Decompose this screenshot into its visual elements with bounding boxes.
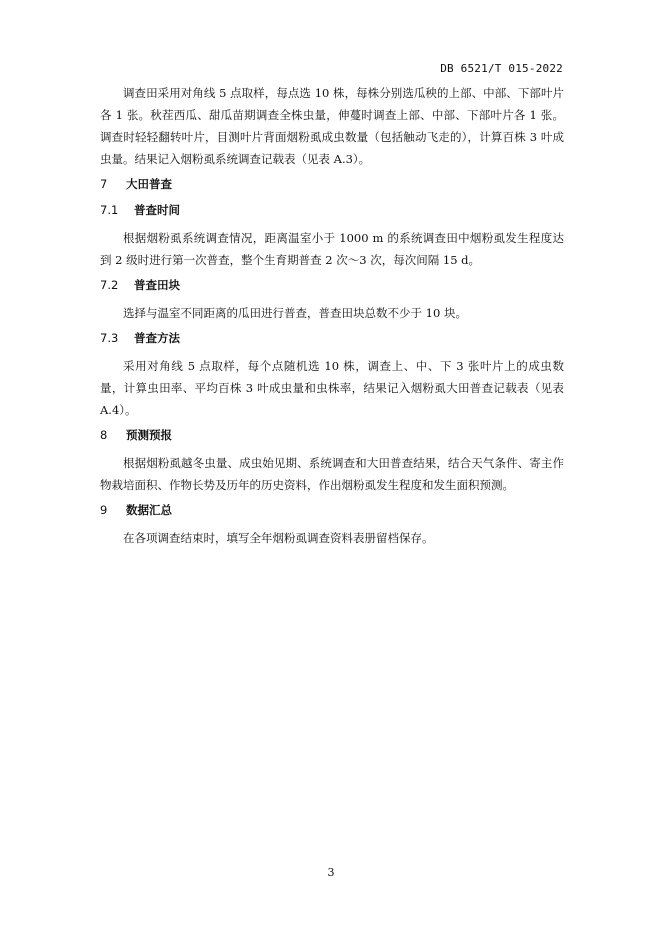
section-number: 8 [100,428,108,442]
section-heading-7 [100,175,564,193]
section-heading-8 [100,426,564,444]
section-number: 7.3 [100,331,119,345]
section-number: 7.1 [100,203,119,217]
paragraph-data-summary: 在各项调查结束时，填写全年烟粉虱调查资料表册留档保存。 [123,531,434,545]
section-number: 7 [100,177,108,191]
section-heading-7-1 [100,201,564,219]
section-title: 预测预报 [126,428,172,442]
paragraph-survey-time: 根据烟粉虱系统调查情况，距离温室小于 1000 m 的系统调查田中烟粉虱发生程度达到 2 级时进行第一次普查，整个生育期普查 2 次～3 次，每次间隔 15 d。 [100,231,564,267]
section-number: 7.2 [100,278,119,292]
page-number: 3 [327,866,335,879]
section-title: 普查方法 [134,331,180,345]
paragraph-forecast: 根据烟粉虱越冬虫量、成虫始见期、系统调查和大田普查结果，结合天气条件、寄主作物栽培面积、作物长势及历年的历史资料，作出烟粉虱发生程度和发生面积预测。 [100,456,564,492]
document-body [100,82,564,554]
section-heading-7-2 [100,276,564,294]
section-heading-9 [100,501,564,519]
section-number: 9 [100,503,108,517]
document-code-header: DB 6521/T 015-2022 [440,62,563,75]
section-title: 数据汇总 [126,503,172,517]
paragraph-survey-fields: 选择与温室不同距离的瓜田进行普查，普查田块总数不少于 10 块。 [123,306,467,320]
section-title: 普查田块 [134,278,180,292]
paragraph-sampling-method: 调查田采用对角线 5 点取样，每点选 10 株，每株分别选瓜秧的上部、中部、下部叶片各 1 张。秋茬西瓜、甜瓜苗期调查全株虫量，伸蔓时调查上部、中部、下部叶片各 1 张。调查时轻轻翻转叶片，目测叶片背面烟粉虱成虫数量（包括触动飞走的），计算百株 3 叶成虫量。结果记入烟粉虱系统调查记载表（见表 A.3）。 [100,86,564,166]
section-title: 大田普查 [126,177,172,191]
paragraph-survey-method: 采用对角线 5 点取样，每个点随机选 10 株，调查上、中、下 3 张叶片上的成虫数量，计算虫田率、平均百株 3 叶成虫量和虫株率，结果记入烟粉虱大田普查记载表（见表 A.4）。 [100,359,564,417]
section-heading-7-3 [100,329,564,347]
section-title: 普查时间 [134,203,180,217]
